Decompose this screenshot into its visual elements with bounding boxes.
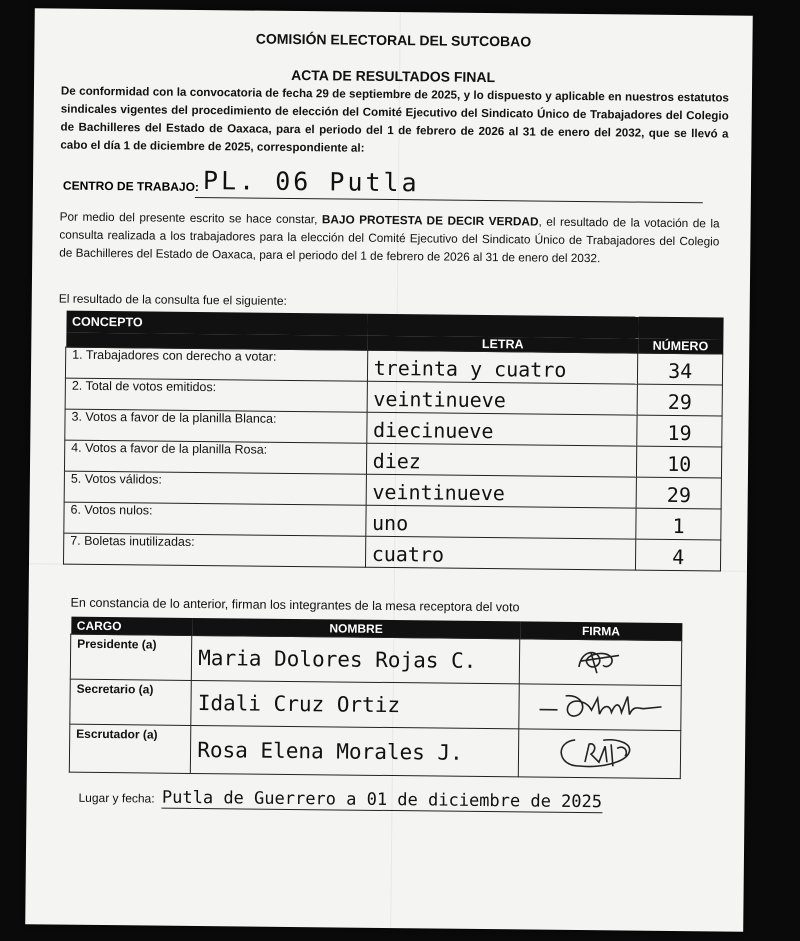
statement-paragraph xyxy=(59,208,720,269)
place-and-date xyxy=(78,787,698,813)
signature-cell xyxy=(519,684,681,731)
workplace-label: CENTRO DE TRABAJO: xyxy=(62,178,200,194)
place-value: Putla de Guerrero a 01 de diciembre de 2025 xyxy=(161,787,603,813)
workplace-value: PL. 06 Putla xyxy=(202,166,420,198)
row-letter: diez xyxy=(366,443,637,477)
handwritten-signature-icon xyxy=(560,642,640,679)
header-signature: FIRMA xyxy=(520,621,682,640)
row-number: 1 xyxy=(636,508,721,540)
row-concept: 3. Votos a favor de la planilla Blanca: xyxy=(65,409,367,443)
row-concept: 7. Boletas inutilizadas: xyxy=(63,533,365,567)
result-lead: El resultado de la consulta fue el siguiente: xyxy=(58,291,287,308)
results-table xyxy=(63,311,724,572)
row-role: Presidente (a) xyxy=(70,634,192,680)
table-row xyxy=(70,634,681,685)
row-letter: veintinueve xyxy=(367,381,638,415)
row-number: 19 xyxy=(637,415,722,447)
row-name: Rosa Elena Morales J. xyxy=(191,725,520,776)
signatures-table xyxy=(69,617,683,779)
workplace-field xyxy=(62,166,723,204)
row-number: 10 xyxy=(637,446,722,478)
row-number: 29 xyxy=(637,384,722,416)
table-row xyxy=(70,679,681,730)
handwritten-signature-icon xyxy=(535,687,665,724)
row-name: Maria Dolores Rojas C. xyxy=(192,635,521,683)
row-number: 29 xyxy=(636,477,721,509)
row-concept: 2. Total de votos emitidos: xyxy=(65,378,367,412)
statement-bold: BAJO PROTESTA DE DECIR VERDAD xyxy=(321,212,539,229)
row-letter: uno xyxy=(365,505,636,539)
row-name: Idali Cruz Ortiz xyxy=(191,680,520,728)
statement-suffix: , el resultado de la votación de la consulta realizada a los trabajadores para la elección del Comité Ejecutivo del Sindicato Único de Trabajadores del Colegio de Bachilleres del Estado de Oaxaca, para el periodo del 1 de febrero de 2026 al 31 de enero del 2032. xyxy=(59,214,720,266)
row-role: Escrutador (a) xyxy=(69,724,191,773)
row-concept: 6. Votos nulos: xyxy=(64,502,366,536)
signature-lead: En constancia de lo anterior, firman los integrantes de la mesa receptora del voto xyxy=(70,595,520,615)
workplace-underline xyxy=(195,197,703,203)
signature-cell xyxy=(519,729,681,779)
signature-cell xyxy=(520,639,682,686)
row-letter: diecinueve xyxy=(366,412,637,446)
header-letter: LETRA xyxy=(367,336,638,353)
header-concept: CONCEPTO xyxy=(66,311,368,336)
intro-paragraph: De conformidad con la convocatoria de fecha 29 de septiembre de 2025, y lo dispuesto y aplicable en nuestros estatutos sindicales vigentes del procedimiento de elección del Comité Ejecutivo del Sindicato Único de Trabajadores del Colegio de Bachilleres del Estado de Oaxaca, para el periodo del 1 de febrero de 2026 al 31 de enero del 2032, que se llevó a cabo el día 1 de diciembre de 2025, correspondiente al: xyxy=(60,84,729,155)
row-letter: cuatro xyxy=(365,536,636,570)
header-number: NÚMERO xyxy=(638,339,723,354)
document-title: COMISIÓN ELECTORAL DEL SUTCOBAO xyxy=(255,30,532,50)
row-concept: 4. Votos a favor de la planilla Rosa: xyxy=(64,440,366,474)
row-number: 4 xyxy=(636,539,721,571)
row-letter: veintinueve xyxy=(366,474,637,508)
row-concept: 1. Trabajadores con derecho a votar: xyxy=(65,347,367,381)
row-role: Secretario (a) xyxy=(70,679,192,725)
table-row xyxy=(63,533,720,571)
row-concept: 5. Votos válidos: xyxy=(64,471,366,505)
document-subtitle: ACTA DE RESULTADOS FINAL xyxy=(291,66,496,86)
document-page xyxy=(25,8,753,931)
handwritten-signature-icon xyxy=(545,732,655,773)
table-row xyxy=(69,724,680,778)
row-letter: treinta y cuatro xyxy=(367,350,638,384)
header-name: NOMBRE xyxy=(192,618,520,639)
statement-prefix: Por medio del presente escrito se hace constar, xyxy=(59,209,322,227)
header-role: CARGO xyxy=(71,617,192,636)
row-number: 34 xyxy=(638,353,723,385)
place-label: Lugar y fecha: xyxy=(78,790,155,806)
